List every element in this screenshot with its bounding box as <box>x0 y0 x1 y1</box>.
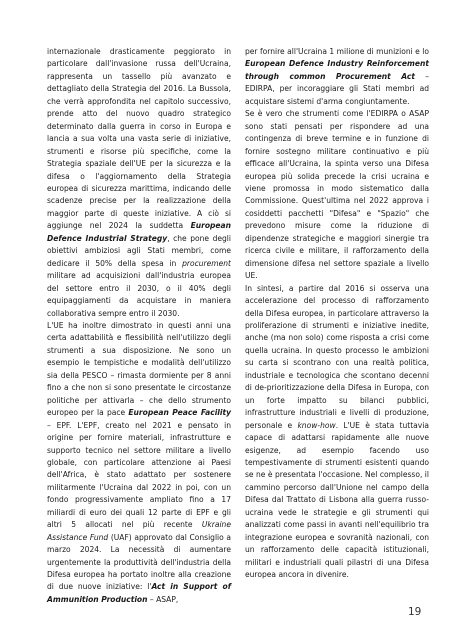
page-number: 19 <box>408 606 422 618</box>
emphasis-term: Act in Support of Ammunition Production <box>47 582 231 604</box>
text-run: – EDIRPA, per incoraggiare gli Stati membri ad acquistare sistemi d'arma congiuntamente. <box>245 71 429 106</box>
paragraph <box>245 108 429 282</box>
italic-term: procurement <box>182 258 231 268</box>
text-run: L'UE ha inoltre dimostrato in questi anni una certa adattabilità e flessibilità nell'utilizzo degli strumenti a sua disposizione. Ne sono un esempio le tempistiche e modalità dell'utilizzo sia della PESCO – rimasta dormiente per 8 anni fino a che non si sono presentate le circostanze politiche per attivarla – che dello strumento europeo per la pace <box>47 320 231 418</box>
text-run: , che pone degli obiettivi ambiziosi agli Stati membri, come dedicare il 50% della spesa in <box>47 233 231 268</box>
text-run: internazionale drasticamente peggiorato in particolare dall'invasione russa dell'Ucraina, rappresenta un tassello più avanzato e dettagliato della Strategia del 2016. La Bussola, che verrà approfondita nel capitolo successivo, prende atto del nuovo quadro strategico determinato dalla guerra in corso in Europa e lancia a sua volta una vasta serie di iniziative, strumenti e risorse più specifiche, come la Strategia spaziale dell'UE per la sicurezza e la difesa o l'aggiornamento della Strategia europea di sicurezza marittima, indicando delle scadenze precise per la realizzazione della maggior parte di queste iniziative. A ciò si aggiunge nel 2024 la suddetta <box>47 47 231 231</box>
right-text-column <box>245 46 429 581</box>
text-run: – EPF. L'EPF, creato nel 2021 e pensato in origine per fornire materiali, infrastrutture e supporto tecnico nel settore militare a livello globale, con particolare attenzione ai Paesi dell'Africa, è stato adattato per sostenere militarmente l'Ucraina dal 2022 in poi, con un fondo progressivamente ampliato fino a 17 miliardi di euro dei quali 12 parte di EPF e gli altri 5 allocati nel più recente <box>47 420 231 530</box>
paragraph <box>245 283 429 582</box>
paragraph <box>47 46 231 320</box>
italic-term: know-how <box>297 420 336 430</box>
text-run: – ASAP, <box>147 594 179 604</box>
text-run: In sintesi, a partire dal 2016 si osserva una accelerazione del processo di rafforzamento della Difesa europea, in particolare attraverso la proliferazione di strumenti e iniziative inedite, anche (ma non solo) come risposta a crisi come quella ucraina. In questo processo le ambizioni su carta si scontrano con una realtà politica, industriale e tecnologica che scontano decenni di de-prioritizzazione della Difesa in Europa, con un forte impatto su bilanci pubblici, infrastrutture industriali e livelli di produzione, personale e <box>245 283 429 430</box>
text-run: militare ad acquisizioni dall'industria europea del settore entro il 2030, o il 40% degli equipaggiamenti da acquistare in maniera collaborativa sempre entro il 2030. <box>47 271 231 318</box>
emphasis-term: European Defence Industrial Strategy <box>47 221 231 243</box>
paragraph <box>245 46 429 108</box>
text-run: . L'UE è stata tuttavia capace di adattarsi rapidamente alle nuove esigenze, ad esempio facendo uso tempestivamente di strumenti esistenti quando se ne è presentata l'occasione. Nel complesso, il cammino percorso dall'Unione nel campo della Difesa dal Trattato di Lisbona alla guerra russo-ucraina vede le strategie e gli strumenti qui analizzati come passi in avanti nell'equilibrio tra integrazione europea e sovranità nazionali, con un rafforzamento delle capacità istituzionali, militari e industriali quali pilastri di una Difesa europea ancora in divenire. <box>245 420 429 580</box>
emphasis-term: European Peace Facility <box>128 408 232 418</box>
text-run: (UAF) approvato dal Consiglio a marzo 2024. La necessità di aumentare urgentemente la produttività dell'industria della Difesa europea ha portato inoltre alla creazione di due nuove iniziative: l' <box>47 532 231 592</box>
text-run: per fornire all'Ucraina 1 milione di munizioni e lo <box>245 47 429 56</box>
paragraph <box>47 320 231 606</box>
left-text-column <box>47 46 231 606</box>
text-run: Se è vero che strumenti come l'EDIRPA o ASAP sono stati pensati per rispondere ad una contingenza di breve termine e in funzione di fornire sostegno militare continuativo e più efficace all'Ucraina, la spinta verso una Difesa europea più solida precede la crisi ucraina e viene promossa in modo sistematico dalla Commissione. Quest'ultima nel 2022 approva i cosiddetti pacchetti "Difesa" e "Spazio" che prevedono misure come la riduzione di dipendenze strategiche e maggiori sinergie tra ricerca civile e militare, il rafforzamento della dimensione difesa nel settore spaziale a livello UE. <box>245 109 429 281</box>
italic-term: Ukraine Assistance Fund <box>47 520 231 542</box>
emphasis-term: European Defence Industry Reinforcement through common Procurement Act <box>245 59 429 81</box>
